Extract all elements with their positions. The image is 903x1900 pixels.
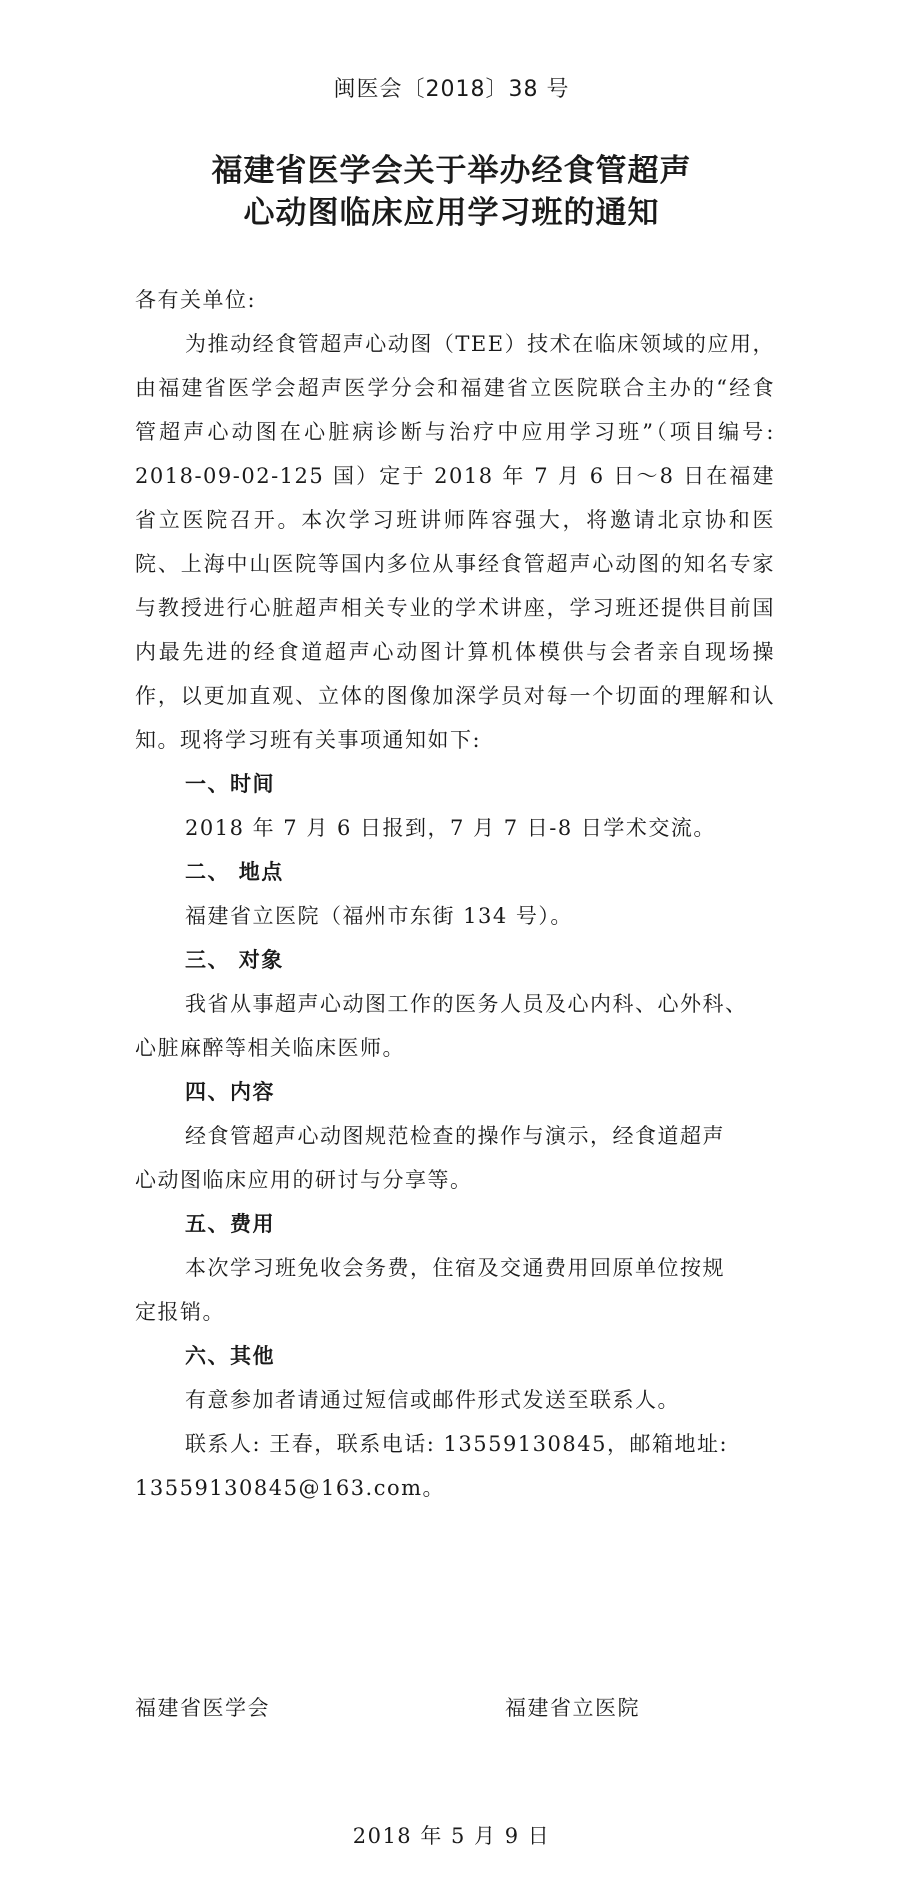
section-text: 本次学习班免收会务费，住宿及交通费用回原单位按规 bbox=[185, 1256, 725, 1280]
issue-date: 2018 年 5 月 9 日 bbox=[352, 1824, 551, 1848]
section-heading-location: 二、 地点 bbox=[185, 860, 284, 884]
section-text: 有意参加者请通过短信或邮件形式发送至联系人。 bbox=[185, 1388, 680, 1412]
contact-email: 13559130845@163.com。 bbox=[135, 1476, 446, 1500]
section-text: 经食管超声心动图规范检查的操作与演示，经食道超声 bbox=[185, 1124, 725, 1148]
section-text: 心脏麻醉等相关临床医师。 bbox=[135, 1036, 405, 1060]
contact-text: 联系人: 王春，联系电话: 13559130845，邮箱地址: bbox=[185, 1432, 729, 1456]
section-heading-time: 一、时间 bbox=[185, 772, 275, 796]
intro-paragraph: 为推动经食管超声心动图（TEE）技术在临床领域的应用，由福建省医学会超声医学分会和福建省立医院联合主办的“经食管超声心动图在心脏病诊断与治疗中应用学习班”（项目编号: 2018-09-02-125 国）定于 2018 年 7 月 6 日～8 日在福建省立医院召开。本次学习班讲师阵容强大，将邀请北京协和医院、上海中山医院等国内多位从事经食管超声心动图的知名专家与教授进行心脏超声相关专业的学术讲座，学习班还提供目前国内最先进的经食道超声心动图计算机体模供与会者亲自现场操作，以更加直观、立体的图像加深学员对每一个切面的理解和认知。现将学习班有关事项通知如下: bbox=[135, 332, 775, 752]
section-heading-audience: 三、 对象 bbox=[185, 948, 284, 972]
section-text: 定报销。 bbox=[135, 1300, 225, 1324]
salutation: 各有关单位: bbox=[135, 288, 257, 312]
signature-left: 福建省医学会 bbox=[135, 1696, 270, 1720]
section-text: 福建省立医院（福州市东街 134 号）。 bbox=[185, 904, 573, 928]
section-text: 2018 年 7 月 6 日报到，7 月 7 日-8 日学术交流。 bbox=[185, 816, 716, 840]
section-heading-other: 六、其他 bbox=[185, 1344, 275, 1368]
title-line-1: 福建省医学会关于举办经食管超声 bbox=[211, 153, 692, 189]
signature-right: 福建省立医院 bbox=[505, 1696, 640, 1720]
document-number: 闽医会〔2018〕38 号 bbox=[333, 77, 570, 102]
section-text: 心动图临床应用的研讨与分享等。 bbox=[135, 1168, 473, 1192]
section-heading-content: 四、内容 bbox=[185, 1080, 275, 1104]
title-line-2: 心动图临床应用学习班的通知 bbox=[243, 195, 660, 231]
section-heading-fees: 五、费用 bbox=[185, 1212, 275, 1236]
section-text: 我省从事超声心动图工作的医务人员及心内科、心外科、 bbox=[185, 992, 748, 1016]
document-body bbox=[135, 278, 775, 1510]
